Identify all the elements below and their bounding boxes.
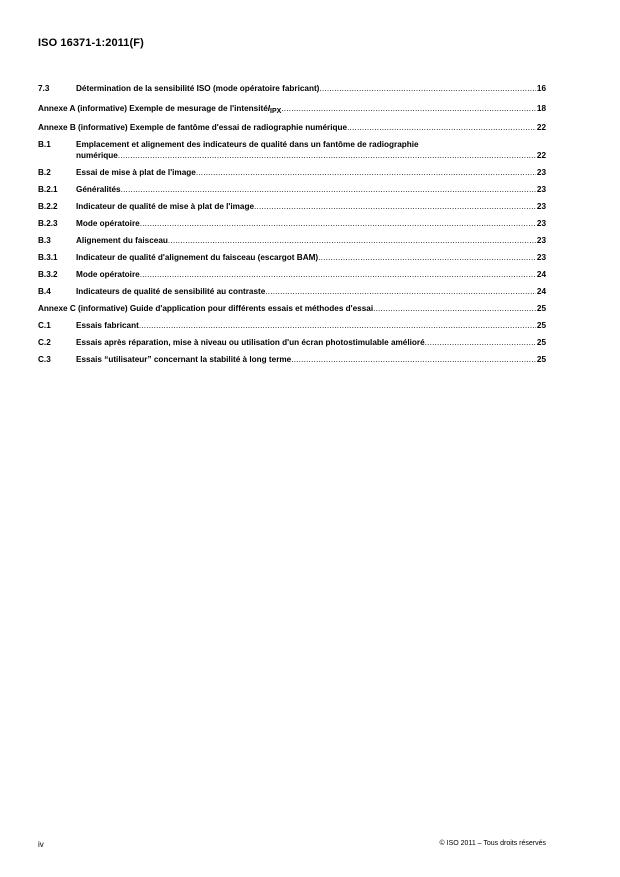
toc-entry-page: 23	[536, 219, 546, 228]
toc-entry-title: numérique	[76, 151, 118, 160]
toc-entry-number: B.2.1	[38, 185, 58, 194]
toc-entry[interactable]	[38, 201, 546, 212]
toc-entry-page: 22	[536, 151, 546, 160]
toc-entry[interactable]	[38, 235, 546, 246]
toc-entry-number: B.2.2	[38, 202, 58, 211]
dot-leader	[373, 303, 536, 314]
toc-entry-page: 23	[536, 185, 546, 194]
table-of-contents	[38, 83, 546, 365]
toc-entry-page: 22	[536, 123, 546, 132]
toc-entry-page: 23	[536, 202, 546, 211]
dot-leader	[425, 337, 536, 348]
toc-entry-title: Annexe A (informative) Exemple de mesurage de l'intensité	[38, 104, 268, 113]
dot-leader	[140, 269, 536, 280]
toc-entry-title: Essais après réparation, mise à niveau ou utilisation d'un écran photostimulable amélioré	[76, 338, 425, 347]
toc-entry-title: Essai de mise à plat de l'image	[76, 168, 196, 177]
toc-entry-title: Annexe C (informative) Guide d'application pour différents essais et méthodes d'essai	[38, 304, 374, 313]
toc-entry[interactable]	[38, 252, 546, 263]
toc-entry-title: Généralités	[76, 185, 121, 194]
dot-leader	[254, 201, 536, 212]
toc-entry[interactable]	[38, 139, 546, 161]
toc-entry-title: Alignement du faisceau	[76, 236, 168, 245]
toc-entry-symbol: I	[267, 104, 271, 113]
toc-entry-number: 7.3	[38, 84, 50, 93]
page-number: iv	[38, 840, 44, 849]
toc-entry-title: Annexe B (informative) Exemple de fantôme d'essai de radiographie numérique	[38, 123, 348, 132]
toc-entry-title: Mode opératoire	[76, 270, 140, 279]
toc-entry-number: B.2	[38, 168, 51, 177]
toc-entry[interactable]	[38, 184, 546, 195]
toc-entry[interactable]	[38, 286, 546, 297]
dot-leader	[140, 218, 536, 229]
toc-entry-title: Essais “utilisateur” concernant la stabilité à long terme	[76, 355, 292, 364]
dot-leader	[265, 286, 536, 297]
toc-entry-page: 25	[536, 321, 546, 330]
toc-entry-page: 24	[536, 270, 546, 279]
toc-entry-number: B.4	[38, 287, 51, 296]
toc-entry-number: C.2	[38, 338, 51, 347]
toc-entry-title: Indicateur de qualité de mise à plat de l'image	[76, 202, 255, 211]
dot-leader	[196, 167, 536, 178]
toc-entry[interactable]	[38, 122, 546, 133]
toc-entry-number: C.3	[38, 355, 51, 364]
toc-entry-number: B.3.1	[38, 253, 58, 262]
toc-entry-subscript: IPX	[270, 108, 282, 115]
toc-entry-number: C.1	[38, 321, 51, 330]
toc-entry[interactable]	[38, 167, 546, 178]
toc-entry-title: Détermination de la sensibilité ISO (mode opératoire fabricant)	[76, 84, 320, 93]
dot-leader	[118, 150, 536, 161]
toc-entry-page: 25	[536, 304, 546, 313]
toc-entry-page: 18	[536, 104, 546, 113]
toc-entry-title: Indicateurs de qualité de sensibilité au contraste	[76, 287, 266, 296]
toc-entry-page: 23	[536, 253, 546, 262]
dot-leader	[281, 103, 536, 114]
toc-entry-page: 16	[536, 84, 546, 93]
toc-entry-page: 25	[536, 338, 546, 347]
toc-entry-page: 23	[536, 236, 546, 245]
dot-leader	[168, 235, 536, 246]
toc-entry-number: B.3.2	[38, 270, 58, 279]
toc-entry-title: Indicateur de qualité d'alignement du faisceau (escargot BAM)	[76, 253, 319, 262]
toc-entry-number: B.2.3	[38, 219, 58, 228]
dot-leader	[291, 354, 536, 365]
toc-entry-page: 24	[536, 287, 546, 296]
toc-entry[interactable]	[38, 337, 546, 348]
dot-leader	[319, 83, 535, 94]
dot-leader	[139, 320, 536, 331]
toc-entry[interactable]	[38, 354, 546, 365]
toc-entry-number: B.3	[38, 236, 51, 245]
toc-entry[interactable]	[38, 103, 546, 115]
dot-leader	[318, 252, 536, 263]
toc-entry[interactable]	[38, 269, 546, 280]
toc-entry[interactable]	[38, 83, 546, 94]
toc-entry-title: Essais fabricant	[76, 321, 139, 330]
copyright-notice: © ISO 2011 – Tous droits réservés	[439, 840, 546, 847]
toc-entry-page: 25	[536, 355, 546, 364]
toc-entry[interactable]	[38, 303, 546, 314]
toc-entry[interactable]	[38, 320, 546, 331]
toc-entry-title: Emplacement et alignement des indicateurs de qualité dans un fantôme de radiographie	[76, 140, 419, 149]
toc-entry-title: Mode opératoire	[76, 219, 140, 228]
toc-entry-number: B.1	[38, 140, 51, 149]
toc-entry[interactable]	[38, 218, 546, 229]
dot-leader	[347, 122, 536, 133]
toc-entry-page: 23	[536, 168, 546, 177]
dot-leader	[121, 184, 536, 195]
document-id: ISO 16371-1:2011(F)	[38, 37, 144, 49]
